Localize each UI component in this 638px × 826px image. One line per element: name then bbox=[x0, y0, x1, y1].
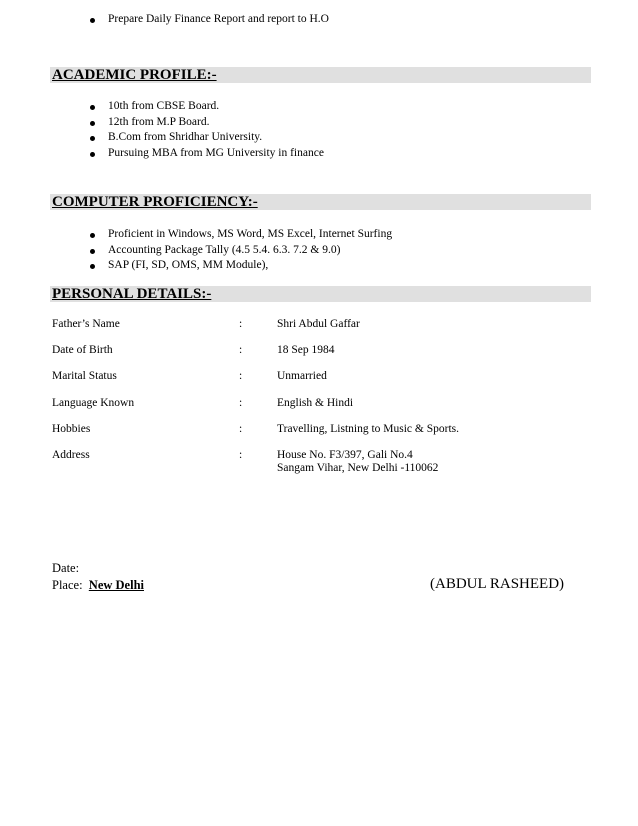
list-item: SAP (FI, SD, OMS, MM Module), bbox=[0, 258, 392, 274]
detail-value: 18 Sep 1984 bbox=[277, 344, 335, 356]
section-heading-text: COMPUTER PROFICIENCY:- bbox=[52, 194, 258, 210]
detail-label: Father’s Name bbox=[52, 318, 120, 330]
personal-details-heading bbox=[50, 286, 591, 302]
list-item: Proficient in Windows, MS Word, MS Excel, Internet Surfing bbox=[0, 227, 392, 243]
detail-separator: : bbox=[239, 370, 243, 382]
detail-label: Address bbox=[52, 449, 90, 461]
academic-profile-heading bbox=[50, 67, 591, 83]
detail-label: Language Known bbox=[52, 397, 135, 409]
place-value: New Delhi bbox=[88, 578, 144, 592]
list-item: Pursuing MBA from MG University in finance bbox=[0, 146, 324, 162]
date-label: Date: bbox=[52, 561, 80, 575]
detail-value: Unmarried bbox=[277, 370, 327, 382]
detail-label: Hobbies bbox=[52, 423, 91, 435]
place-line bbox=[52, 578, 144, 592]
detail-separator: : bbox=[239, 318, 243, 330]
list-item: Accounting Package Tally (4.5 5.4. 6.3. 7.2 & 9.0) bbox=[0, 243, 392, 259]
detail-value: English & Hindi bbox=[277, 397, 354, 409]
detail-value: Shri Abdul Gaffar bbox=[277, 318, 360, 330]
detail-value: Travelling, Listning to Music & Sports. bbox=[277, 423, 459, 435]
list-item: 12th from M.P Board. bbox=[0, 115, 324, 131]
list-item: Prepare Daily Finance Report and report to H.O bbox=[0, 12, 329, 28]
detail-separator: : bbox=[239, 397, 243, 409]
place-label: Place: bbox=[52, 578, 83, 592]
signature-name: (ABDUL RASHEED) bbox=[430, 576, 565, 592]
detail-value: House No. F3/397, Gali No.4 bbox=[277, 449, 413, 461]
list-item: 10th from CBSE Board. bbox=[0, 99, 324, 115]
top-bullet-list bbox=[0, 12, 329, 28]
section-heading-text: PERSONAL DETAILS:- bbox=[52, 286, 212, 302]
detail-separator: : bbox=[239, 344, 243, 356]
detail-label: Date of Birth bbox=[52, 344, 113, 356]
detail-label: Marital Status bbox=[52, 370, 117, 382]
detail-separator: : bbox=[239, 449, 243, 461]
academic-list bbox=[0, 99, 324, 161]
section-heading-text: ACADEMIC PROFILE:- bbox=[52, 67, 217, 83]
list-item: B.Com from Shridhar University. bbox=[0, 130, 324, 146]
detail-separator: : bbox=[239, 423, 243, 435]
detail-value: Sangam Vihar, New Delhi -110062 bbox=[277, 462, 439, 474]
computer-proficiency-heading bbox=[50, 194, 591, 210]
computer-list bbox=[0, 227, 392, 274]
date-line bbox=[52, 561, 79, 575]
